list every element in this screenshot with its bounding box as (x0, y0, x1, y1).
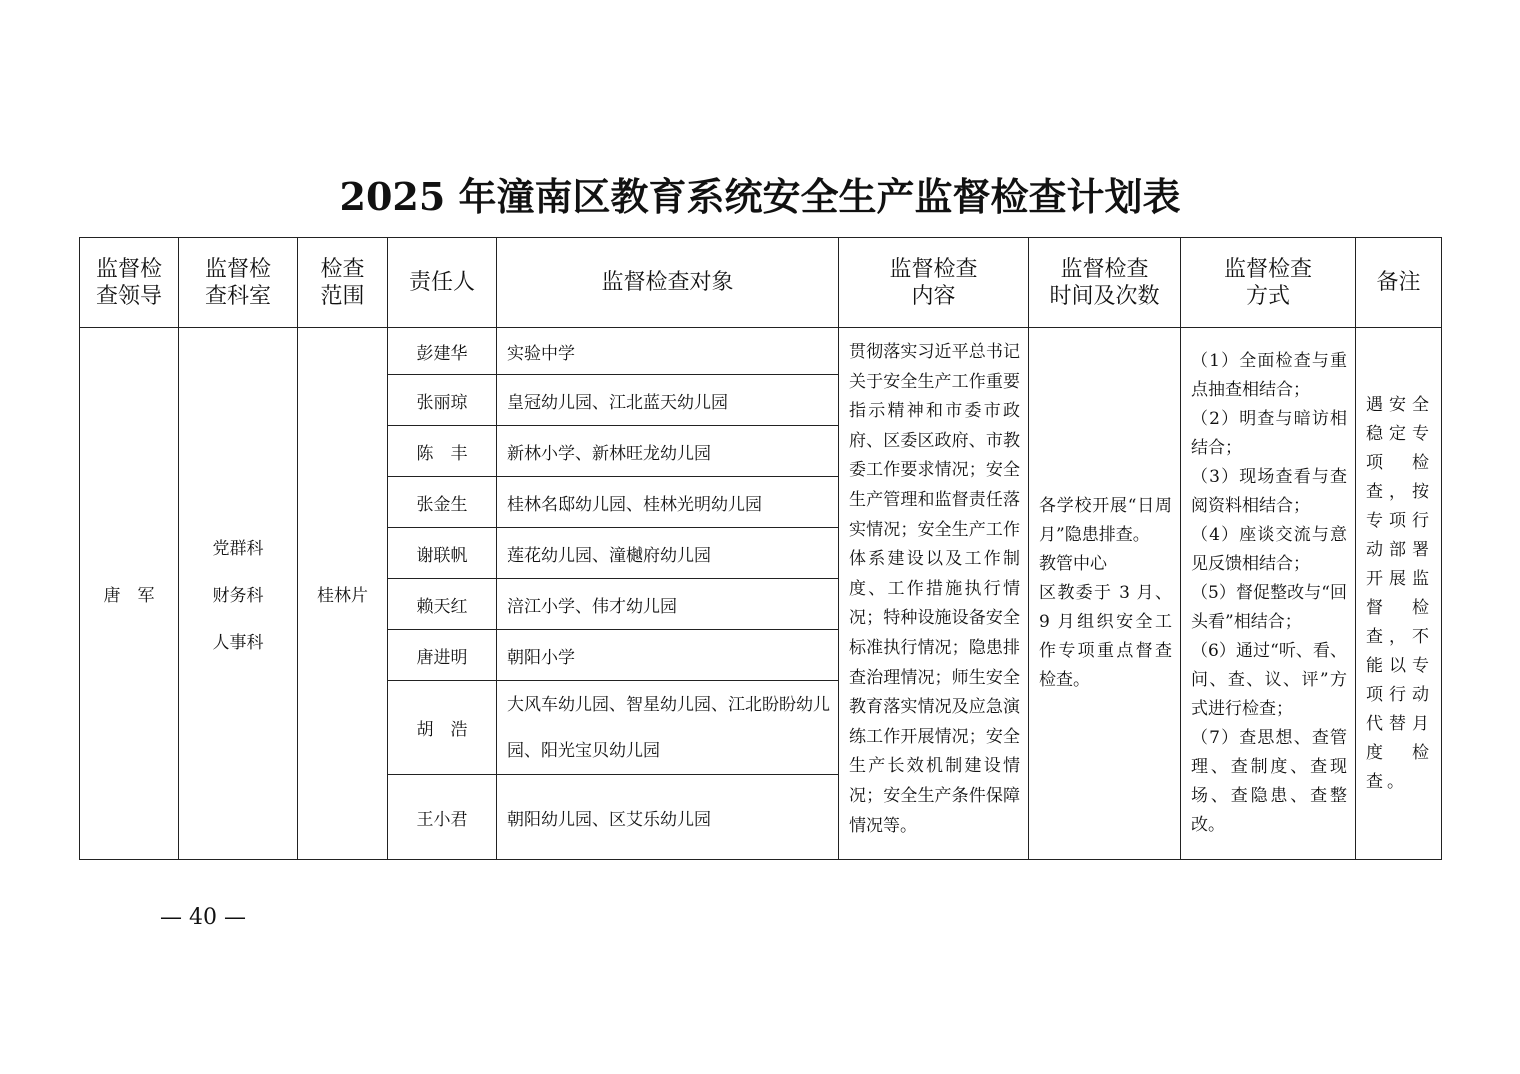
note-cell: 遇安全稳定专项检查，按专项行动部署开展监督检查，不能以专项行动代替月度检查。 (1356, 328, 1442, 860)
person-cell: 王小君 (388, 775, 497, 860)
header-row (80, 238, 1442, 328)
method-cell (1181, 328, 1356, 860)
target-cell: 实验中学 (497, 328, 839, 375)
header-note: 备注 (1356, 238, 1442, 328)
header-dept: 监督检 查科室 (179, 238, 298, 328)
person-cell: 彭建华 (388, 328, 497, 375)
plan-table (79, 237, 1442, 860)
header-target: 监督检查对象 (497, 238, 839, 328)
method-item: （6）通过“听、看、问、查、议、评”方式进行检查； (1191, 641, 1347, 719)
content-cell: 贯彻落实习近平总书记关于安全生产工作重要指示精神和市委市政府、区委区政府、市教委工作要求情况；安全生产管理和监督责任落实情况；安全生产工作体系建设以及工作制度、工作措施执行情况；特种设施设备安全标准执行情况；隐患排查治理情况；师生安全教育落实情况及应急演练工作开展情况；安全生产长效机制建设情况；安全生产条件保障情况等。 (839, 328, 1029, 860)
method-item: （5）督促整改与“回头看”相结合； (1191, 583, 1347, 632)
person-cell: 陈 丰 (388, 426, 497, 477)
person-cell: 张丽琼 (388, 375, 497, 426)
person-cell: 唐进明 (388, 630, 497, 681)
header-content: 监督检查 内容 (839, 238, 1029, 328)
dept-finance: 财务科 (212, 586, 264, 606)
target-cell: 皇冠幼儿园、江北蓝天幼儿园 (497, 375, 839, 426)
person-cell: 谢联帆 (388, 528, 497, 579)
header-person: 责任人 (388, 238, 497, 328)
page-title: 2025 年潼南区教育系统安全生产监督检查计划表 (339, 174, 1181, 219)
dept-party: 党群科 (212, 539, 264, 559)
header-leader: 监督检 查领导 (80, 238, 179, 328)
leader-cell: 唐 军 (80, 328, 179, 860)
scope-cell: 桂林片 (298, 328, 388, 860)
header-time: 监督检查 时间及次数 (1029, 238, 1181, 328)
target-cell: 朝阳小学 (497, 630, 839, 681)
method-item: （4）座谈交流与意见反馈相结合； (1191, 525, 1347, 574)
target-cell: 朝阳幼儿园、区艾乐幼儿园 (497, 775, 839, 860)
time-cell: 各学校开展“日周月”隐患排查。 教管中心 区教委于 3 月、9 月组织安全工作专项重点督查检查。 (1029, 328, 1181, 860)
method-item: （1）全面检查与重点抽查相结合； (1191, 351, 1347, 400)
person-cell: 张金生 (388, 477, 497, 528)
target-cell: 桂林名邸幼儿园、桂林光明幼儿园 (497, 477, 839, 528)
target-cell: 涪江小学、伟才幼儿园 (497, 579, 839, 630)
page-number: — 40 — (160, 905, 246, 930)
dept-cell (179, 328, 298, 860)
dept-hr: 人事科 (212, 633, 264, 653)
header-scope: 检查 范围 (298, 238, 388, 328)
target-cell: 莲花幼儿园、潼樾府幼儿园 (497, 528, 839, 579)
person-cell: 赖天红 (388, 579, 497, 630)
method-item: （2）明查与暗访相结合； (1191, 409, 1347, 458)
target-cell: 新林小学、新林旺龙幼儿园 (497, 426, 839, 477)
target-cell: 大风车幼儿园、智星幼儿园、江北盼盼幼儿园、阳光宝贝幼儿园 (497, 681, 839, 775)
method-item: （7）查思想、查管理、查制度、查现场、查隐患、查整改。 (1191, 728, 1347, 835)
table-row (80, 328, 1442, 375)
header-method: 监督检查 方式 (1181, 238, 1356, 328)
person-cell: 胡 浩 (388, 681, 497, 775)
method-item: （3）现场查看与查阅资料相结合； (1191, 467, 1347, 516)
